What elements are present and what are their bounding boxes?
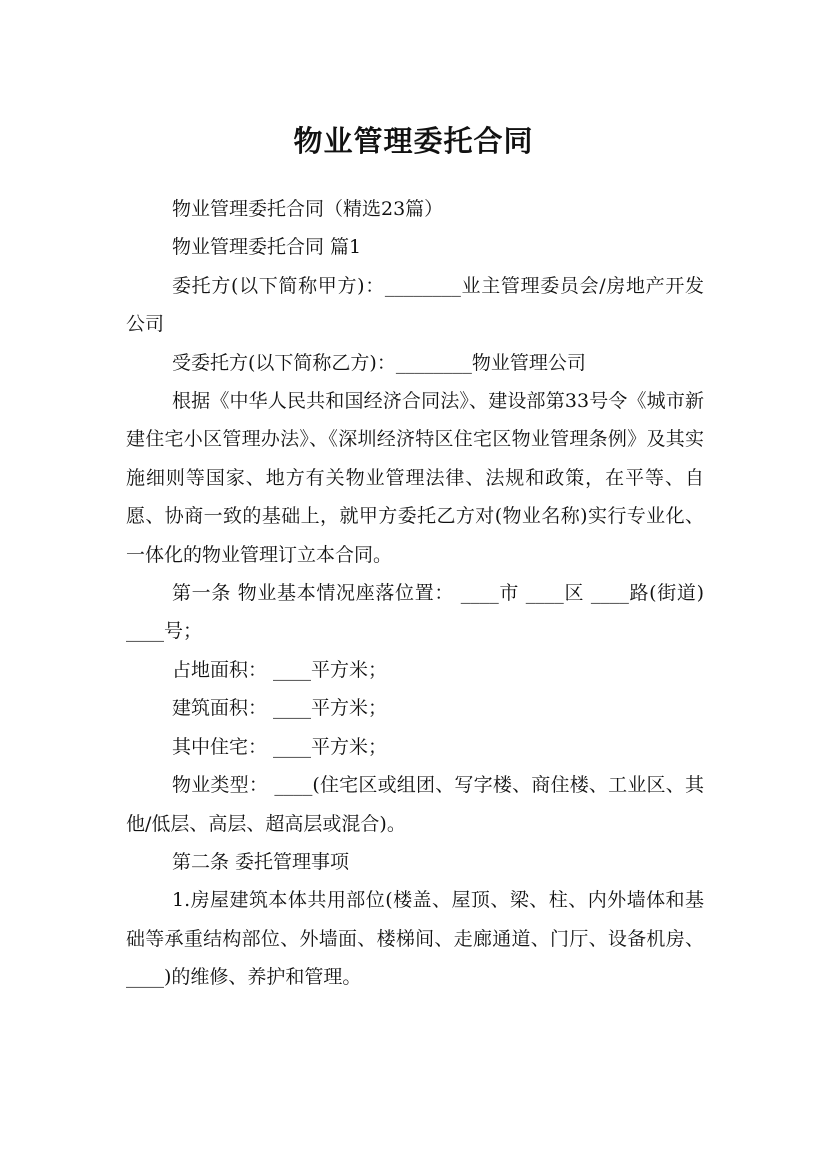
paragraph: 物业管理委托合同 篇1 [172, 236, 362, 259]
paragraph: 委托方(以下简称甲方)：________业主管理委员会/房地产开发公司 [126, 274, 704, 336]
paragraph: 根据《中华人民共和国经济合同法》、建设部第33号令《城市新建住宅小区管理办法》、《深圳经济特区住宅区物业管理条例》及其实施细则等国家、地方有关物业管理法律、法规和政策，在平等、自愿、协商一致的基础上，就甲方委托乙方对(物业名称)实行专业化、一体化的物业管理订立本合同。 [126, 390, 704, 566]
paragraph: 建筑面积： ____平方米； [172, 697, 388, 720]
paragraph: 第一条 物业基本情况座落位置： ____市 ____区 ____路(街道) ____号； [126, 582, 704, 643]
paragraph: 1.房屋建筑本体共用部位(楼盖、屋顶、梁、柱、内外墙体和基础等承重结构部位、外墙面、楼梯间、走廊通道、门厅、设备机房、____)的维修、养护和管理。 [126, 889, 704, 989]
document-title: 物业管理委托合同 [293, 124, 534, 159]
paragraph: 物业管理委托合同（精选23篇） [172, 198, 444, 220]
paragraph: 占地面积： ____平方米； [172, 658, 388, 681]
paragraph: 第二条 委托管理事项 [172, 850, 350, 873]
paragraph: 受委托方(以下简称乙方)：________物业管理公司 [172, 351, 586, 374]
paragraph: 物业类型： ____(住宅区或组团、写字楼、商住楼、工业区、其他/低层、高层、超高层或混合)。 [126, 774, 704, 835]
paragraph: 其中住宅： ____平方米； [172, 735, 388, 758]
document-body [126, 190, 704, 997]
